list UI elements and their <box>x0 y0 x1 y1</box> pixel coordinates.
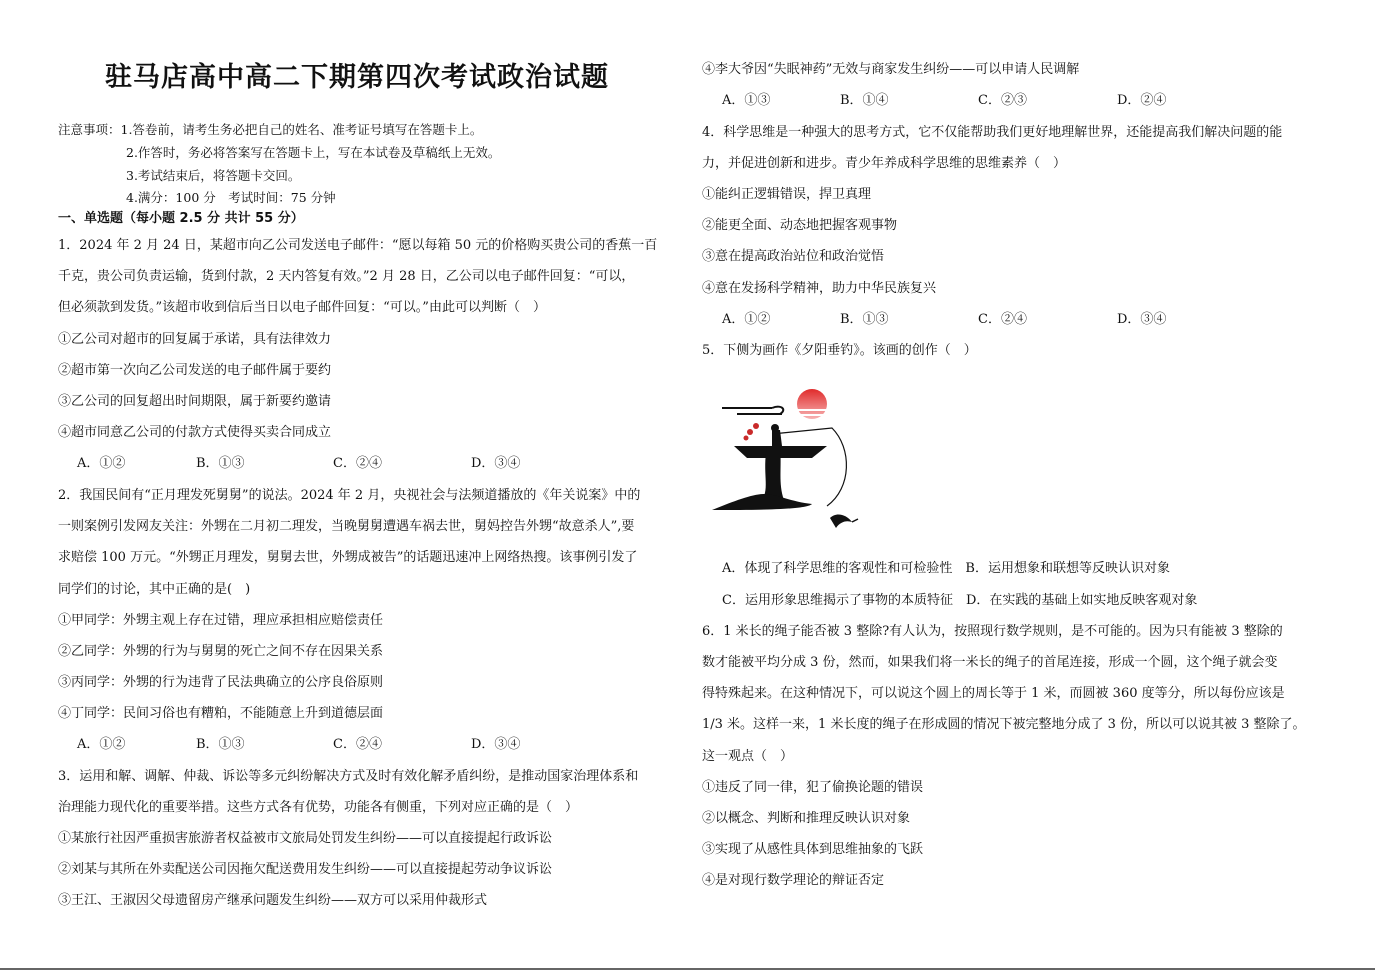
question-stem: 千克，贵公司负责运输，货到付款，2 天内答复有效。”2 月 28 日，乙公司以电子邮件回复：“可以， <box>58 269 635 284</box>
question-stem: 1/3 米。这样一来，1 米长度的绳子在形成圆的情况下被完整地分成了 3 份，所以可以说其被 3 整除了。 <box>702 717 1306 732</box>
option-b[interactable]: B．①③ <box>196 737 245 752</box>
statement-item: ②刘某与其所在外卖配送公司因拖欠配送费用发生纠纷——可以直接提起劳动争议诉讼 <box>58 862 553 877</box>
statement-item: ①某旅行社因严重损害旅游者权益被市文旅局处罚发生纠纷——可以直接提起行政诉讼 <box>58 831 553 846</box>
question-stem: 这一观点（ ） <box>702 749 794 764</box>
question-stem: 4．科学思维是一种强大的思考方式，它不仅能帮助我们更好地理解世界，还能提高我们解决问题的能 <box>702 125 1283 140</box>
question-stem: 5．下侧为画作《夕阳垂钓》。该画的创作（ ） <box>702 343 977 358</box>
question-stem: 求赔偿 100 万元。“外甥正月理发，舅舅去世，外甥成被告”的话题迅速冲上网络热搜。该事例引发了 <box>58 550 638 565</box>
statement-item: ④李大爷因“失眠神药”无效与商家发生纠纷——可以申请人民调解 <box>702 62 1080 77</box>
option-c[interactable]: C．②④ <box>333 456 382 471</box>
exam-title: 驻马店高中高二下期第四次考试政治试题 <box>105 62 609 93</box>
option-b[interactable]: B．①④ <box>840 93 889 108</box>
sunset-fishing-painting <box>712 388 862 543</box>
question-stem: 1．2024 年 2 月 24 日，某超市向乙公司发送电子邮件：“愿以每箱 50 元的价格购买贵公司的香蕉一百 <box>58 238 658 253</box>
option-b[interactable]: B．①③ <box>196 456 245 471</box>
question-stem: 一则案例引发网友关注：外甥在二月初二理发，当晚舅舅遭遇车祸去世，舅妈控告外甥“故意杀人”,要 <box>58 519 635 534</box>
statement-item: ③实现了从感性具体到思维抽象的飞跃 <box>702 842 924 857</box>
notice-line: 3.考试结束后，将答题卡交回。 <box>126 168 301 183</box>
option-a[interactable]: A．①② <box>722 312 771 327</box>
option-d[interactable]: D．③④ <box>471 737 521 752</box>
statement-item: ①能纠正逻辑错误，捍卫真理 <box>702 187 872 202</box>
statement-item: ②以概念、判断和推理反映认识对象 <box>702 811 911 826</box>
question-stem: 治理能力现代化的重要举措。这些方式各有优势，功能各有侧重，下列对应正确的是（ ） <box>58 800 579 815</box>
option-d[interactable]: D．③④ <box>1117 312 1167 327</box>
question-stem: 同学们的讨论，其中正确的是( ) <box>58 582 251 597</box>
question-stem: 6．1 米长的绳子能否被 3 整除?有人认为，按照现行数学规则，是不可能的。因为只有能被 3 整除的 <box>702 624 1283 639</box>
option-b[interactable]: B．①③ <box>840 312 889 327</box>
option-d[interactable]: D．③④ <box>471 456 521 471</box>
option-a[interactable]: A．①② <box>77 737 126 752</box>
option-d[interactable]: D．②④ <box>1117 93 1167 108</box>
statement-item: ①甲同学：外甥主观上存在过错，理应承担相应赔偿责任 <box>58 613 384 628</box>
notice-line: 2.作答时，务必将答案写在答题卡上，写在本试卷及草稿纸上无效。 <box>126 145 501 160</box>
statement-item: ②能更全面、动态地把握客观事物 <box>702 218 898 233</box>
statement-item: ③丙同学：外甥的行为违背了民法典确立的公序良俗原则 <box>58 675 384 690</box>
statement-item: ①乙公司对超市的回复属于承诺，具有法律效力 <box>58 332 332 347</box>
option-c[interactable]: C．②④ <box>978 312 1027 327</box>
question-stem: 3．运用和解、调解、仲裁、诉讼等多元纠纷解决方式及时有效化解矛盾纠纷，是推动国家治理体系和 <box>58 769 639 784</box>
option-c[interactable]: C．②④ <box>333 737 382 752</box>
statement-item: ④丁同学：民间习俗也有糟粕，不能随意上升到道德层面 <box>58 706 384 721</box>
statement-item: ④意在发扬科学精神，助力中华民族复兴 <box>702 281 937 296</box>
option-a[interactable]: A．①③ <box>722 93 771 108</box>
statement-item: ③意在提高政治站位和政治觉悟 <box>702 249 885 264</box>
statement-item: ②乙同学：外甥的行为与舅舅的死亡之间不存在因果关系 <box>58 644 384 659</box>
question-stem: 数才能被平均分成 3 份，然而，如果我们将一米长的绳子的首尾连接，形成一个圆，这个绳子就会变 <box>702 655 1278 670</box>
question-stem: 得特殊起来。在这种情况下，可以说这个圆上的周长等于 1 米，而圆被 360 度等分，所以每份应该是 <box>702 686 1285 701</box>
statement-item: ④是对现行数学理论的辩证否定 <box>702 873 885 888</box>
statement-item: ①违反了同一律，犯了偷换论题的错误 <box>702 780 924 795</box>
page-bottom-rule <box>0 968 1375 970</box>
answer-option-line[interactable]: C．运用形象思维揭示了事物的本质特征 D．在实践的基础上如实地反映客观对象 <box>722 593 1198 608</box>
option-a[interactable]: A．①② <box>77 456 126 471</box>
notice-line: 注意事项：1.答卷前，请考生务必把自己的姓名、准考证号填写在答题卡上。 <box>58 122 483 137</box>
question-stem: 但必须款到发货。”该超市收到信后当日以电子邮件回复：“可以。”由此可以判断（ ） <box>58 300 546 315</box>
question-stem: 力，并促进创新和进步。青少年养成科学思维的思维素养（ ） <box>702 156 1067 171</box>
statement-item: ③乙公司的回复超出时间期限，属于新要约邀请 <box>58 394 332 409</box>
answer-option-line[interactable]: A．体现了科学思维的客观性和可检验性 B．运用想象和联想等反映认识对象 <box>722 561 1170 576</box>
question-stem: 2．我国民间有“正月理发死舅舅”的说法。2024 年 2 月，央视社会与法频道播放的《年关说案》中的 <box>58 488 641 503</box>
section-heading: 一、单选题（每小题 2.5 分 共计 55 分） <box>58 211 304 226</box>
statement-item: ④超市同意乙公司的付款方式使得买卖合同成立 <box>58 425 332 440</box>
statement-item: ②超市第一次向乙公司发送的电子邮件属于要约 <box>58 363 332 378</box>
option-c[interactable]: C．②③ <box>978 93 1027 108</box>
statement-item: ③王江、王淑因父母遗留房产继承问题发生纠纷——双方可以采用仲裁形式 <box>58 893 488 908</box>
notice-line: 4.满分：100 分 考试时间：75 分钟 <box>126 190 336 205</box>
